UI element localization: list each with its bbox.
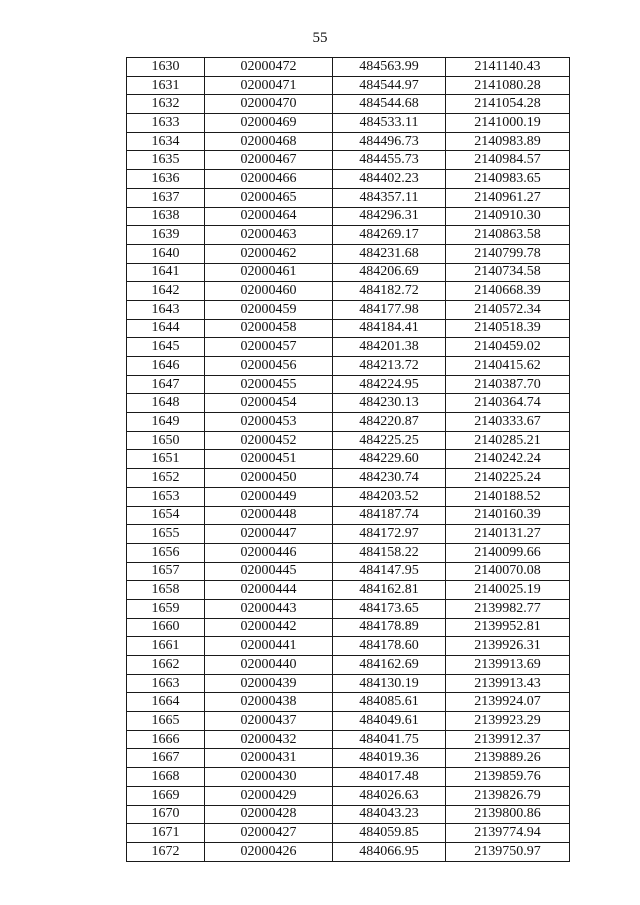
y-coordinate-cell: 2139952.81 xyxy=(446,618,570,637)
table-row xyxy=(127,543,570,562)
y-coordinate-cell: 2139913.69 xyxy=(446,656,570,675)
x-coordinate-cell: 484563.99 xyxy=(333,58,446,77)
point-number-cell: 1655 xyxy=(127,525,205,544)
point-number-cell: 1639 xyxy=(127,226,205,245)
x-coordinate-cell: 484224.95 xyxy=(333,375,446,394)
point-code-cell: 02000463 xyxy=(205,226,333,245)
point-number-cell: 1631 xyxy=(127,76,205,95)
point-code-cell: 02000465 xyxy=(205,188,333,207)
x-coordinate-cell: 484402.23 xyxy=(333,170,446,189)
point-code-cell: 02000469 xyxy=(205,114,333,133)
point-code-cell: 02000461 xyxy=(205,263,333,282)
y-coordinate-cell: 2140910.30 xyxy=(446,207,570,226)
table-row xyxy=(127,357,570,376)
table-row xyxy=(127,768,570,787)
point-number-cell: 1634 xyxy=(127,132,205,151)
x-coordinate-cell: 484229.60 xyxy=(333,450,446,469)
table-row xyxy=(127,263,570,282)
point-number-cell: 1661 xyxy=(127,637,205,656)
x-coordinate-cell: 484455.73 xyxy=(333,151,446,170)
table-row xyxy=(127,674,570,693)
table-row xyxy=(127,319,570,338)
x-coordinate-cell: 484184.41 xyxy=(333,319,446,338)
y-coordinate-cell: 2140099.66 xyxy=(446,543,570,562)
page-number: 55 xyxy=(312,30,328,46)
point-number-cell: 1672 xyxy=(127,842,205,861)
point-code-cell: 02000458 xyxy=(205,319,333,338)
point-code-cell: 02000427 xyxy=(205,824,333,843)
y-coordinate-cell: 2140984.57 xyxy=(446,151,570,170)
point-code-cell: 02000429 xyxy=(205,786,333,805)
point-number-cell: 1659 xyxy=(127,599,205,618)
x-coordinate-cell: 484019.36 xyxy=(333,749,446,768)
x-coordinate-cell: 484017.48 xyxy=(333,768,446,787)
point-code-cell: 02000459 xyxy=(205,300,333,319)
table-row xyxy=(127,786,570,805)
x-coordinate-cell: 484173.65 xyxy=(333,599,446,618)
point-number-cell: 1654 xyxy=(127,506,205,525)
coordinates-table-body xyxy=(127,58,570,862)
point-number-cell: 1656 xyxy=(127,543,205,562)
x-coordinate-cell: 484206.69 xyxy=(333,263,446,282)
point-number-cell: 1642 xyxy=(127,282,205,301)
y-coordinate-cell: 2141080.28 xyxy=(446,76,570,95)
point-code-cell: 02000455 xyxy=(205,375,333,394)
table-row xyxy=(127,170,570,189)
point-number-cell: 1650 xyxy=(127,431,205,450)
y-coordinate-cell: 2139889.26 xyxy=(446,749,570,768)
point-code-cell: 02000456 xyxy=(205,357,333,376)
point-number-cell: 1637 xyxy=(127,188,205,207)
table-row xyxy=(127,188,570,207)
x-coordinate-cell: 484544.97 xyxy=(333,76,446,95)
table-row xyxy=(127,805,570,824)
table-row xyxy=(127,562,570,581)
point-number-cell: 1663 xyxy=(127,674,205,693)
y-coordinate-cell: 2139982.77 xyxy=(446,599,570,618)
x-coordinate-cell: 484225.25 xyxy=(333,431,446,450)
x-coordinate-cell: 484296.31 xyxy=(333,207,446,226)
table-row xyxy=(127,394,570,413)
y-coordinate-cell: 2140131.27 xyxy=(446,525,570,544)
point-number-cell: 1647 xyxy=(127,375,205,394)
point-number-cell: 1668 xyxy=(127,768,205,787)
point-code-cell: 02000440 xyxy=(205,656,333,675)
x-coordinate-cell: 484213.72 xyxy=(333,357,446,376)
x-coordinate-cell: 484162.81 xyxy=(333,581,446,600)
point-number-cell: 1667 xyxy=(127,749,205,768)
table-row xyxy=(127,431,570,450)
x-coordinate-cell: 484026.63 xyxy=(333,786,446,805)
point-number-cell: 1658 xyxy=(127,581,205,600)
point-code-cell: 02000460 xyxy=(205,282,333,301)
y-coordinate-cell: 2140961.27 xyxy=(446,188,570,207)
point-number-cell: 1669 xyxy=(127,786,205,805)
point-number-cell: 1635 xyxy=(127,151,205,170)
x-coordinate-cell: 484496.73 xyxy=(333,132,446,151)
point-number-cell: 1648 xyxy=(127,394,205,413)
y-coordinate-cell: 2140799.78 xyxy=(446,244,570,263)
point-number-cell: 1636 xyxy=(127,170,205,189)
x-coordinate-cell: 484066.95 xyxy=(333,842,446,861)
y-coordinate-cell: 2139859.76 xyxy=(446,768,570,787)
point-code-cell: 02000441 xyxy=(205,637,333,656)
y-coordinate-cell: 2140863.58 xyxy=(446,226,570,245)
x-coordinate-cell: 484178.60 xyxy=(333,637,446,656)
point-code-cell: 02000453 xyxy=(205,413,333,432)
table-row xyxy=(127,656,570,675)
y-coordinate-cell: 2140364.74 xyxy=(446,394,570,413)
point-code-cell: 02000444 xyxy=(205,581,333,600)
table-row xyxy=(127,413,570,432)
y-coordinate-cell: 2140070.08 xyxy=(446,562,570,581)
x-coordinate-cell: 484357.11 xyxy=(333,188,446,207)
y-coordinate-cell: 2140415.62 xyxy=(446,357,570,376)
point-code-cell: 02000431 xyxy=(205,749,333,768)
y-coordinate-cell: 2140160.39 xyxy=(446,506,570,525)
point-code-cell: 02000450 xyxy=(205,469,333,488)
y-coordinate-cell: 2140225.24 xyxy=(446,469,570,488)
point-code-cell: 02000466 xyxy=(205,170,333,189)
table-row xyxy=(127,58,570,77)
x-coordinate-cell: 484178.89 xyxy=(333,618,446,637)
point-code-cell: 02000438 xyxy=(205,693,333,712)
point-number-cell: 1665 xyxy=(127,712,205,731)
y-coordinate-cell: 2140242.24 xyxy=(446,450,570,469)
point-code-cell: 02000451 xyxy=(205,450,333,469)
table-row xyxy=(127,749,570,768)
y-coordinate-cell: 2139926.31 xyxy=(446,637,570,656)
y-coordinate-cell: 2141000.19 xyxy=(446,114,570,133)
point-number-cell: 1638 xyxy=(127,207,205,226)
point-code-cell: 02000446 xyxy=(205,543,333,562)
y-coordinate-cell: 2140983.65 xyxy=(446,170,570,189)
point-number-cell: 1645 xyxy=(127,338,205,357)
x-coordinate-cell: 484182.72 xyxy=(333,282,446,301)
table-row xyxy=(127,712,570,731)
point-number-cell: 1664 xyxy=(127,693,205,712)
y-coordinate-cell: 2139800.86 xyxy=(446,805,570,824)
x-coordinate-cell: 484162.69 xyxy=(333,656,446,675)
table-row xyxy=(127,599,570,618)
y-coordinate-cell: 2140333.67 xyxy=(446,413,570,432)
y-coordinate-cell: 2140983.89 xyxy=(446,132,570,151)
point-number-cell: 1643 xyxy=(127,300,205,319)
point-code-cell: 02000454 xyxy=(205,394,333,413)
table-row xyxy=(127,730,570,749)
point-code-cell: 02000430 xyxy=(205,768,333,787)
point-number-cell: 1646 xyxy=(127,357,205,376)
x-coordinate-cell: 484231.68 xyxy=(333,244,446,263)
point-code-cell: 02000464 xyxy=(205,207,333,226)
point-code-cell: 02000468 xyxy=(205,132,333,151)
x-coordinate-cell: 484158.22 xyxy=(333,543,446,562)
point-code-cell: 02000462 xyxy=(205,244,333,263)
x-coordinate-cell: 484201.38 xyxy=(333,338,446,357)
coordinates-table xyxy=(126,57,570,862)
point-code-cell: 02000470 xyxy=(205,95,333,114)
x-coordinate-cell: 484177.98 xyxy=(333,300,446,319)
table-row xyxy=(127,618,570,637)
point-number-cell: 1653 xyxy=(127,487,205,506)
y-coordinate-cell: 2139750.97 xyxy=(446,842,570,861)
table-row xyxy=(127,842,570,861)
y-coordinate-cell: 2139774.94 xyxy=(446,824,570,843)
point-code-cell: 02000467 xyxy=(205,151,333,170)
table-row xyxy=(127,469,570,488)
point-code-cell: 02000471 xyxy=(205,76,333,95)
table-row xyxy=(127,95,570,114)
point-code-cell: 02000442 xyxy=(205,618,333,637)
point-number-cell: 1649 xyxy=(127,413,205,432)
table-row xyxy=(127,693,570,712)
x-coordinate-cell: 484230.74 xyxy=(333,469,446,488)
x-coordinate-cell: 484533.11 xyxy=(333,114,446,133)
x-coordinate-cell: 484049.61 xyxy=(333,712,446,731)
point-number-cell: 1671 xyxy=(127,824,205,843)
table-row xyxy=(127,244,570,263)
point-number-cell: 1644 xyxy=(127,319,205,338)
y-coordinate-cell: 2140572.34 xyxy=(446,300,570,319)
table-row xyxy=(127,581,570,600)
x-coordinate-cell: 484269.17 xyxy=(333,226,446,245)
table-row xyxy=(127,282,570,301)
y-coordinate-cell: 2140285.21 xyxy=(446,431,570,450)
x-coordinate-cell: 484059.85 xyxy=(333,824,446,843)
table-row xyxy=(127,487,570,506)
point-number-cell: 1641 xyxy=(127,263,205,282)
point-code-cell: 02000443 xyxy=(205,599,333,618)
x-coordinate-cell: 484147.95 xyxy=(333,562,446,581)
point-number-cell: 1633 xyxy=(127,114,205,133)
table-row xyxy=(127,151,570,170)
y-coordinate-cell: 2141054.28 xyxy=(446,95,570,114)
y-coordinate-cell: 2140387.70 xyxy=(446,375,570,394)
table-row xyxy=(127,338,570,357)
x-coordinate-cell: 484187.74 xyxy=(333,506,446,525)
y-coordinate-cell: 2139826.79 xyxy=(446,786,570,805)
point-number-cell: 1652 xyxy=(127,469,205,488)
point-code-cell: 02000472 xyxy=(205,58,333,77)
point-number-cell: 1640 xyxy=(127,244,205,263)
point-number-cell: 1660 xyxy=(127,618,205,637)
y-coordinate-cell: 2140188.52 xyxy=(446,487,570,506)
table-row xyxy=(127,824,570,843)
x-coordinate-cell: 484220.87 xyxy=(333,413,446,432)
x-coordinate-cell: 484230.13 xyxy=(333,394,446,413)
point-number-cell: 1670 xyxy=(127,805,205,824)
point-number-cell: 1630 xyxy=(127,58,205,77)
y-coordinate-cell: 2140518.39 xyxy=(446,319,570,338)
y-coordinate-cell: 2140459.02 xyxy=(446,338,570,357)
table-row xyxy=(127,76,570,95)
point-number-cell: 1651 xyxy=(127,450,205,469)
x-coordinate-cell: 484172.97 xyxy=(333,525,446,544)
y-coordinate-cell: 2139923.29 xyxy=(446,712,570,731)
point-code-cell: 02000449 xyxy=(205,487,333,506)
point-code-cell: 02000452 xyxy=(205,431,333,450)
point-code-cell: 02000428 xyxy=(205,805,333,824)
y-coordinate-cell: 2139912.37 xyxy=(446,730,570,749)
table-row xyxy=(127,226,570,245)
x-coordinate-cell: 484544.68 xyxy=(333,95,446,114)
x-coordinate-cell: 484085.61 xyxy=(333,693,446,712)
x-coordinate-cell: 484203.52 xyxy=(333,487,446,506)
table-row xyxy=(127,114,570,133)
y-coordinate-cell: 2140734.58 xyxy=(446,263,570,282)
point-code-cell: 02000439 xyxy=(205,674,333,693)
point-code-cell: 02000448 xyxy=(205,506,333,525)
y-coordinate-cell: 2140668.39 xyxy=(446,282,570,301)
table-row xyxy=(127,132,570,151)
point-number-cell: 1632 xyxy=(127,95,205,114)
table-row xyxy=(127,450,570,469)
table-row xyxy=(127,637,570,656)
table-row xyxy=(127,375,570,394)
y-coordinate-cell: 2139924.07 xyxy=(446,693,570,712)
table-row xyxy=(127,506,570,525)
x-coordinate-cell: 484130.19 xyxy=(333,674,446,693)
point-code-cell: 02000457 xyxy=(205,338,333,357)
point-number-cell: 1662 xyxy=(127,656,205,675)
y-coordinate-cell: 2141140.43 xyxy=(446,58,570,77)
x-coordinate-cell: 484041.75 xyxy=(333,730,446,749)
point-code-cell: 02000447 xyxy=(205,525,333,544)
table-row xyxy=(127,525,570,544)
point-code-cell: 02000432 xyxy=(205,730,333,749)
point-code-cell: 02000445 xyxy=(205,562,333,581)
point-code-cell: 02000437 xyxy=(205,712,333,731)
x-coordinate-cell: 484043.23 xyxy=(333,805,446,824)
point-number-cell: 1657 xyxy=(127,562,205,581)
table-row xyxy=(127,300,570,319)
point-code-cell: 02000426 xyxy=(205,842,333,861)
y-coordinate-cell: 2140025.19 xyxy=(446,581,570,600)
y-coordinate-cell: 2139913.43 xyxy=(446,674,570,693)
point-number-cell: 1666 xyxy=(127,730,205,749)
table-row xyxy=(127,207,570,226)
